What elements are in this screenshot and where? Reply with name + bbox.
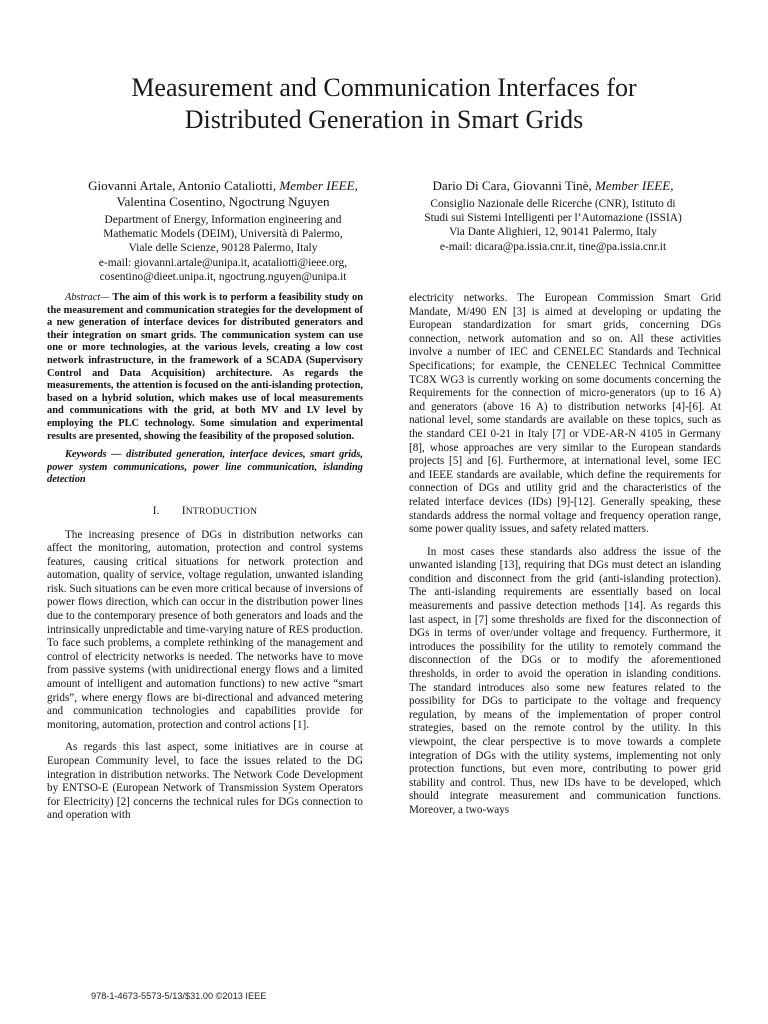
body-paragraph: electricity networks. The European Commission Smart Grid Mandate, M/490 EN [3] is aimed at developing or updating the European standardization for smart grids, concerning DGs connection, network automation and so on. All these activities involve a number of IEC and CENELEC Standards and Technical Specifications; for example, the CENELEC Technical Committee TC8X WG3 is currently working on some documents concerning the Requirements for the connection of micro-generators (up to 16 A) and generators (above 16 A) to distribution networks [4]-[6]. At national level, some standards are available on these topics, such as the standard CEI 0-21 in Italy [7] or VDE-AR-N 4105 in Germany [8], whose approaches are very similar to the European standards projects [5] and [6]. Furthermore, at international level, some IEC and IEEE standards are available, which define the requirements for connection of DGs and utility grid and the characteristics of the related interface devices (IDs) [9]-[12]. Generally speaking, these standards address the normal voltage and frequency operation range, some power quality issues, and safety related matters. [409,292,721,536]
copyright-footer: 978-1-4673-5573-5/13/$31.00 ©2013 IEEE [91,991,267,1001]
body-paragraph: As regards this last aspect, some initiatives are in course at European Community level, to face the issues related to the DG integration in distribution networks. The Network Code Development by ENTSO-E (European Network of Transmission System Operators for Electricity) [2] concerns the technical rules for DGs connection to and operation with [47,741,363,822]
affiliation-left [44,213,402,284]
title-line-2: Distributed Generation in Smart Grids [184,105,584,134]
affiliation-line: Consiglio Nazionale delle Ricerche (CNR), Istituto di [430,198,676,210]
author-names-text: Dario Di Cara, Giovanni Tinè, [432,178,596,193]
author-names-left-1 [44,178,402,194]
section-heading [47,504,363,519]
left-column [47,292,363,823]
keywords: Keywords — distributed generation, interface devices, smart grids, power system communications, power line communication, islanding detection [47,449,363,486]
abstract [47,292,363,443]
section-title-rest: NTRODUCTION [185,505,258,517]
affiliation-line: Department of Energy, Information engineering and [104,214,342,226]
member-ieee-label: Member IEEE, [595,178,674,193]
author-block-right [380,178,726,254]
author-names-right-1 [380,178,726,194]
member-ieee-label: Member IEEE, [279,178,358,193]
author-names-text: Giovanni Artale, Antonio Cataliotti, [88,178,280,193]
body-paragraph: In most cases these standards also address the issue of the unwanted islanding [13], requiring that DGs must detect an islanding condition and disconnect from the grid (anti-islanding protection). The anti-islanding requirements are essentially based on local measurements and passive detection methods [14]. As regards this last aspect, in [7] some thresholds are fixed for the disconnection of DGs in terms of over/under voltage and frequency. Furthermore, it introduces the possibility for the utility to remotely command the disconnection of the DGs or to modify the aforementioned thresholds, in order to avoid the operation in islanding conditions. The standard introduces also some new features related to the possibility for DGs to participate to the voltage and frequency regulation, by means of the implementation of proper control strategies, based on the remote control by the utility. In this viewpoint, the clear perspective is to move towards a complete integration of DGs with the utility systems, implementing not only protection functions, but even more, contributing to power grid stability and control. Thus, new IDs have to be developed, which should integrate measurement and communication functions. Moreover, a two-ways [409,545,721,816]
email-line: e-mail: giovanni.artale@unipa.it, acataliotti@ieee.org, [98,256,348,269]
section-number: I. [152,504,160,517]
paper-title [40,72,728,136]
affiliation-line: Viale delle Scienze, 90128 Palermo, Italy [128,242,318,255]
abstract-label [65,292,112,303]
section-title-first: I [181,503,186,517]
affiliation-right [380,197,726,254]
author-block-left [44,178,402,284]
author-names-left-2: Valentina Cosentino, Ngoctrung Nguyen [116,194,330,209]
right-column [409,292,721,818]
title-line-1: Measurement and Communication Interfaces for [131,73,637,102]
email-line: cosentino@dieet.unipa.it, ngoctrung.nguyen@unipa.it [99,270,347,283]
affiliation-line: Via Dante Alighieri, 12, 90141 Palermo, Italy [449,226,657,239]
email-line: e-mail: dicara@pa.issia.cnr.it, tine@pa.issia.cnr.it [439,240,667,253]
abstract-dash: — [100,292,113,303]
abstract-text: The aim of this work is to perform a feasibility study on the measurement and communication strategies for the development of a new generation of interface devices for distributed generators and their integration on smart grids. The communication system can use one or more technologies, at the various levels, creating a low cost network infrastructure, in the framework of a SCADA (Supervisory Control and Data Acquisition) architecture. As regards the measurements, the attention is focused on the anti-islanding protection, based on a hybrid solution, which makes use of local measurements and communications with the grid, at both MV and LV level by employing the PLC technology. Some simulation and experimental results are presented, showing the feasibility of the proposed solution. [47,292,363,442]
affiliation-line: Mathematic Models (DEIM), Università di Palermo, [103,228,343,241]
body-paragraph: The increasing presence of DGs in distribution networks can affect the monitoring, automation, protection and control systems features, causing critical situations for network protection and automation, quality of service, voltage regulation, unwanted islanding risk. Such situations can be even more critical because of inversions of power flows direction, which can occur in the distribution power lines due to the contemporary presence of both generators and loads and the intrinsically unpredictable and time-varying nature of RES production. To face such problems, a complete rethinking of the management and control of electricity networks is needed. The networks have to move from passive systems (with unidirectional energy flows and a limited amount of intelligent and automation functions) to new active “smart grids”, where energy flows are bi-directional and advanced metering and communication technologies and capabilities provide for monitoring, automation, protection and control actions [1]. [47,528,363,731]
affiliation-line: Studi sui Sistemi Intelligenti per l’Automazione (ISSIA) [424,212,682,225]
abstract-label-text: Abstract [65,292,101,303]
